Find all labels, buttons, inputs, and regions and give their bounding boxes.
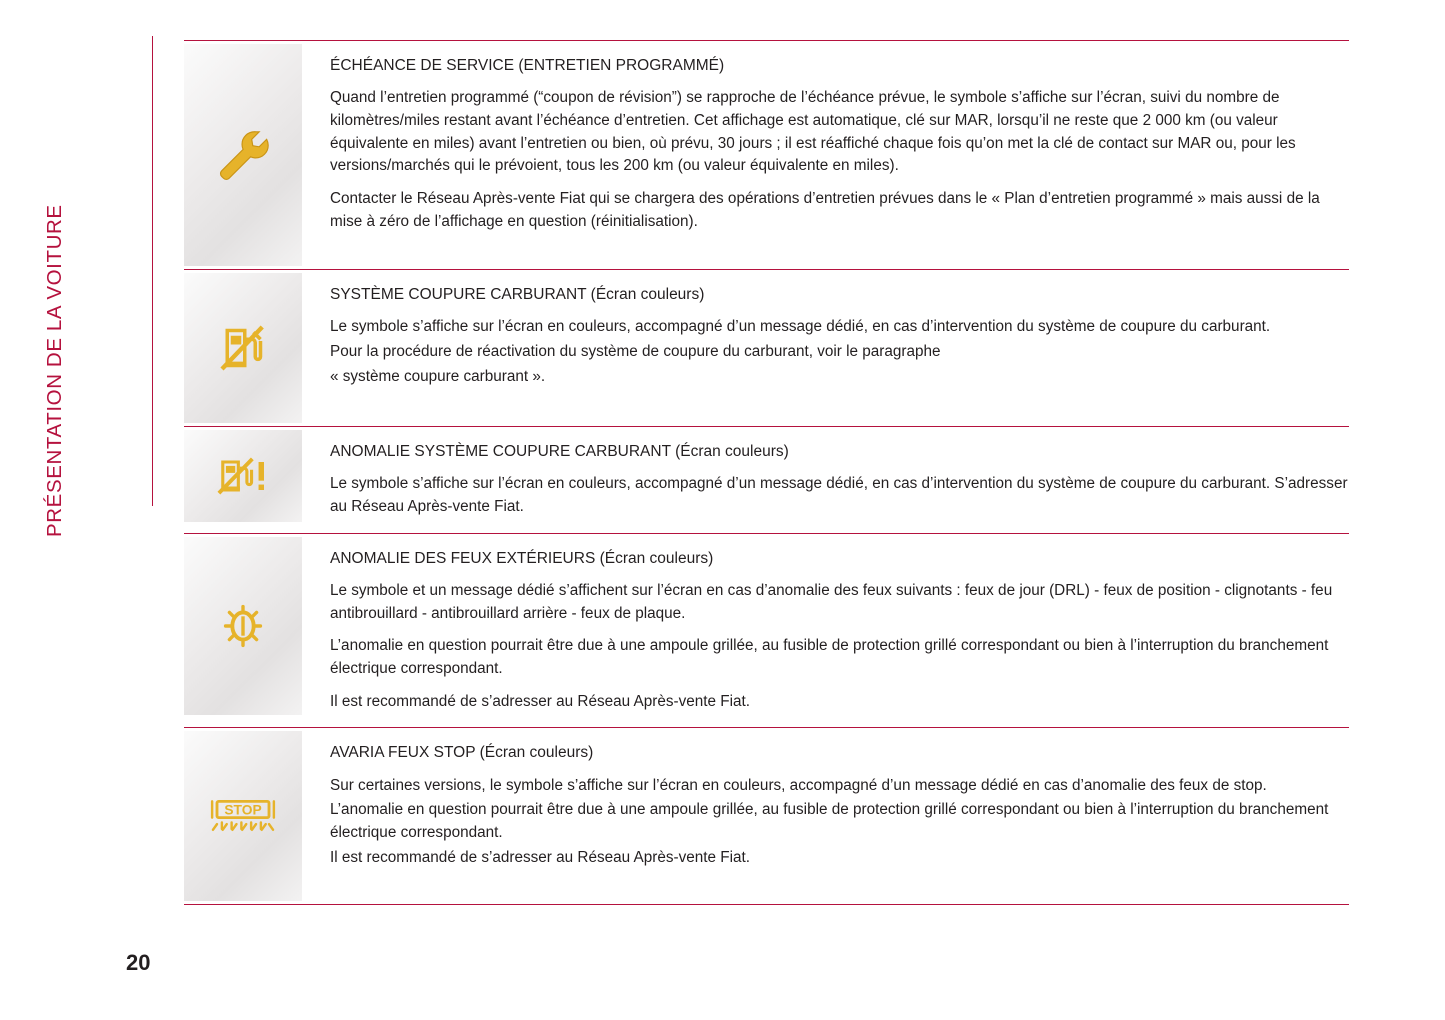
row-title: ÉCHÉANCE DE SERVICE (ENTRETIEN PROGRAMMÉ) <box>330 57 725 74</box>
warning-lights-table <box>184 40 1349 905</box>
row-title: AVARIA FEUX STOP (Écran couleurs) <box>330 744 594 762</box>
icon-cell <box>184 430 302 522</box>
row-paragraph: Contacter le Réseau Après-vente Fiat qui se chargera des opérations d’entretien prévues dans le « Plan d’entretien programmé » mais aussi de la mise à zéro de l’affichage en question (réinitialisation). <box>330 189 1320 230</box>
text-cell <box>302 41 1349 269</box>
wrench-service-icon <box>212 124 274 186</box>
text-cell <box>302 728 1349 904</box>
table-row <box>184 426 1349 533</box>
table-row <box>184 533 1349 728</box>
chapter-title: PRÉSENTATION DE LA VOITURE <box>43 204 66 537</box>
row-paragraph: L’anomalie en question pourrait être due à une ampoule grillée, au fusible de protection grillé correspondant ou bien à l’interruption du branchement électrique correspondant. <box>330 637 1329 678</box>
text-cell <box>302 427 1349 533</box>
row-paragraph: Quand l’entretien programmé (“coupon de révision”) se rapproche de l’échéance prévue, le symbole s’affiche sur l’écran, suivi du nombre de kilomètres/miles restant avant l’échéance d’entretien. Cet affichage est automatique, clé sur MAR, lorsqu’il ne reste que 2 000 km (ou valeur équivalente en miles) avant l’entretien ou bien, où prévu, 30 jours ; il est réaffiché chaque fois qu’on met la clé de contact sur MAR ou, pour les versions/marchés qui le prévoient, tous les 200 km (ou valeur équivalente en miles). <box>330 89 1296 175</box>
row-paragraph: Le symbole et un message dédié s’affichent sur l’écran en cas d’anomalie des feux suivants : feux de jour (DRL) - feux de position - clignotants - feu antibrouillard - antibrouillard arrière - feux de plaque. <box>330 582 1333 622</box>
exterior-lights-fault-icon <box>212 595 274 657</box>
row-paragraph: Sur certaines versions, le symbole s’affiche sur l’écran en couleurs, accompagné d’un message dédié en cas d’anomalie des feux de stop. <box>330 776 1267 794</box>
svg-text:STOP: STOP <box>224 801 262 818</box>
icon-cell <box>184 731 302 901</box>
table-row <box>184 727 1349 905</box>
icon-cell <box>184 44 302 266</box>
fuel-cutoff-fault-icon <box>215 451 271 501</box>
row-paragraph: Il est recommandé de s’adresser au Réseau Après-vente Fiat. <box>330 692 751 710</box>
row-title: ANOMALIE SYSTÈME COUPURE CARBURANT (Écran couleurs) <box>330 443 789 460</box>
row-paragraph: Il est recommandé de s’adresser au Réseau Après-vente Fiat. <box>330 848 751 866</box>
fuel-cutoff-system-icon <box>215 320 271 376</box>
row-paragraph: Le symbole s’affiche sur l’écran en couleurs, accompagné d’un message dédié, en cas d’intervention du système de coupure du carburant. <box>330 318 1271 336</box>
row-paragraph: L’anomalie en question pourrait être due à une ampoule grillée, au fusible de protection grillé correspondant ou bien à l’interruption du branchement électrique correspondant. <box>330 801 1329 842</box>
icon-cell <box>184 537 302 715</box>
row-paragraph: Pour la procédure de réactivation du système de coupure du carburant, voir le paragraphe <box>330 343 941 361</box>
icon-cell <box>184 273 302 423</box>
row-paragraph: « système coupure carburant ». <box>330 367 546 385</box>
table-row <box>184 40 1349 269</box>
row-paragraph: Le symbole s’affiche sur l’écran en couleurs, accompagné d’un message dédié, en cas d’intervention du système de coupure du carburant. S’adresser au Réseau Après-vente Fiat. <box>330 475 1348 516</box>
table-row <box>184 269 1349 426</box>
stop-lights-fault-icon <box>204 788 282 844</box>
chapter-rule <box>152 36 153 506</box>
text-cell <box>302 270 1349 426</box>
text-cell <box>302 534 1349 728</box>
row-title: SYSTÈME COUPURE CARBURANT (Écran couleurs) <box>330 286 705 303</box>
page-number: 20 <box>126 950 151 975</box>
chapter-side-tab <box>0 0 160 1020</box>
row-title: ANOMALIE DES FEUX EXTÉRIEURS (Écran couleurs) <box>330 549 714 567</box>
